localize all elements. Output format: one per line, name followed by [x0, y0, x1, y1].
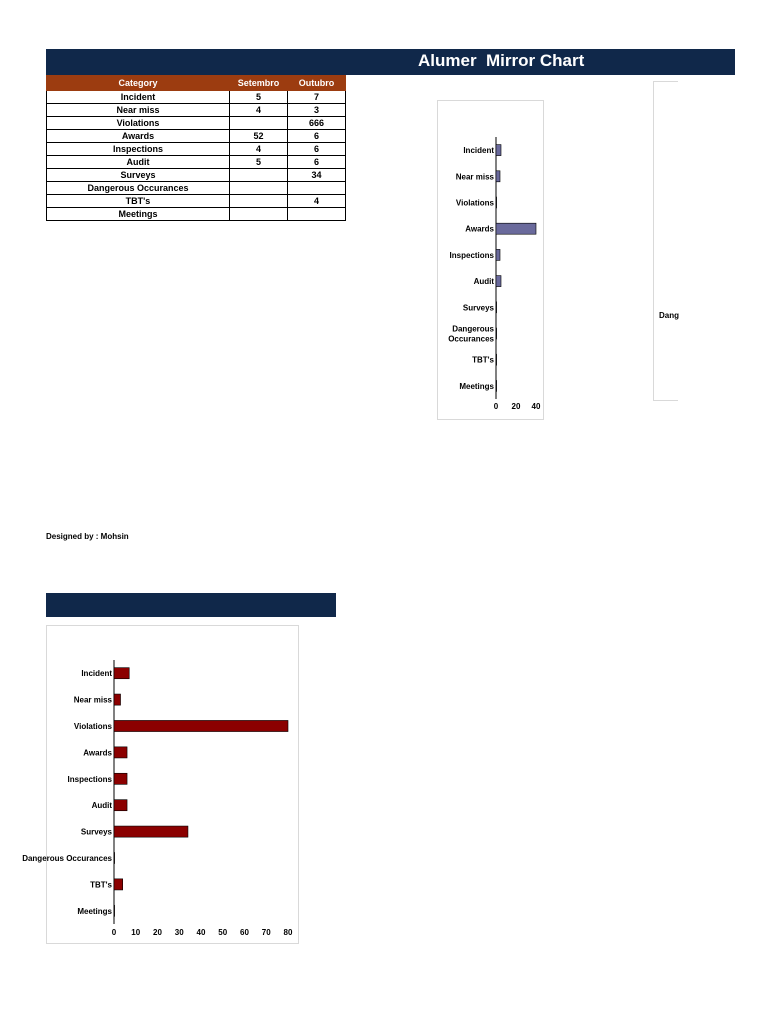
cell-setembro: 4 [230, 143, 288, 156]
bar-surveys [496, 302, 497, 313]
table-row [47, 91, 346, 104]
cell-category: Meetings [47, 208, 230, 221]
category-label: Near miss [455, 172, 494, 182]
bar-surveys [114, 826, 188, 837]
table-header-row [47, 76, 346, 91]
bar-inspections [114, 773, 127, 784]
x-tick-label: 20 [511, 402, 521, 411]
title-banner [46, 49, 735, 75]
table-row [47, 208, 346, 221]
category-label: Meetings [77, 906, 112, 916]
cell-outubro: 666 [288, 117, 346, 130]
x-tick-label: 20 [153, 928, 162, 937]
cell-category: Violations [47, 117, 230, 130]
table-row [47, 156, 346, 169]
cell-outubro: 3 [288, 104, 346, 117]
designer-credit: Designed by : Mohsin [46, 532, 129, 541]
partial-chart [653, 81, 678, 401]
category-label: Inspections [449, 250, 494, 260]
cell-setembro: 4 [230, 104, 288, 117]
category-label: Violations [455, 198, 494, 208]
cell-setembro: 5 [230, 91, 288, 104]
cell-setembro [230, 182, 288, 195]
setembro-chart [437, 100, 544, 420]
category-label: Awards [465, 224, 494, 234]
column-header-outubro: Outubro [288, 76, 346, 91]
table-row [47, 182, 346, 195]
outubro-chart [22, 625, 299, 944]
category-label: Surveys [80, 827, 112, 837]
category-label: Audit [473, 277, 494, 287]
cell-category: Inspections [47, 143, 230, 156]
x-tick-label: 0 [111, 928, 117, 937]
category-label: Near miss [73, 695, 112, 705]
x-tick-label: 10 [131, 928, 141, 937]
cell-outubro [288, 182, 346, 195]
cell-setembro: 5 [230, 156, 288, 169]
cell-category: TBT's [47, 195, 230, 208]
cell-setembro [230, 208, 288, 221]
category-label: TBT's [90, 880, 112, 890]
bar-incident [114, 668, 129, 679]
cell-setembro [230, 169, 288, 182]
category-label: Dangerous Occurances [448, 324, 494, 344]
bar-meetings [114, 905, 115, 916]
cell-category: Awards [47, 130, 230, 143]
table-row [47, 130, 346, 143]
column-header-setembro: Setembro [230, 76, 288, 91]
cell-setembro [230, 195, 288, 208]
cell-outubro: 6 [288, 130, 346, 143]
category-label: Dangerous Occurances [22, 854, 112, 863]
cell-category: Surveys [47, 169, 230, 182]
bottom-banner [46, 593, 336, 617]
category-label: Surveys [462, 303, 494, 313]
cell-setembro: 52 [230, 130, 288, 143]
x-tick-label: 30 [174, 928, 184, 937]
cell-outubro: 7 [288, 91, 346, 104]
category-label: TBT's [472, 355, 494, 365]
bar-audit [496, 276, 501, 287]
bar-tbt-s [496, 354, 497, 365]
bar-dangerous-occurances [496, 328, 497, 339]
bar-violations [114, 720, 288, 731]
category-label: Audit [91, 801, 112, 811]
table-row [47, 195, 346, 208]
cell-category: Audit [47, 156, 230, 169]
x-tick-label: 40 [196, 928, 206, 937]
x-tick-label: 70 [261, 928, 271, 937]
bar-inspections [496, 249, 500, 260]
data-table [46, 75, 346, 221]
x-tick-label: 0 [493, 402, 499, 411]
table-row [47, 117, 346, 130]
cell-outubro: 6 [288, 143, 346, 156]
bar-incident [496, 145, 501, 156]
bar-awards [496, 223, 536, 234]
x-tick-label: 50 [218, 928, 228, 937]
x-tick-label: 40 [531, 402, 541, 411]
bar-violations [496, 197, 497, 208]
cell-outubro: 34 [288, 169, 346, 182]
cell-category: Dangerous Occurances [47, 182, 230, 195]
cell-outubro [288, 208, 346, 221]
x-tick-label: 80 [283, 928, 293, 937]
setembro-chart-svg [438, 101, 543, 419]
cell-category: Near miss [47, 104, 230, 117]
category-label: Violations [73, 722, 112, 731]
bar-awards [114, 747, 127, 758]
table-row [47, 143, 346, 156]
column-header-category: Category [47, 76, 230, 91]
outubro-chart-svg [22, 626, 298, 943]
cell-outubro: 6 [288, 156, 346, 169]
cell-outubro: 4 [288, 195, 346, 208]
bar-tbt-s [114, 879, 123, 890]
table-row [47, 104, 346, 117]
bar-meetings [496, 380, 497, 391]
category-label: Awards [83, 748, 112, 758]
category-label: Inspections [67, 774, 112, 784]
bar-near-miss [114, 694, 121, 705]
bar-audit [114, 800, 127, 811]
page-title: Alumer Mirror Chart [418, 51, 585, 70]
category-label: Incident [81, 669, 112, 679]
category-label: Incident [463, 146, 494, 156]
bar-near-miss [496, 171, 500, 182]
bar-dangerous-occurances [114, 852, 115, 863]
cell-setembro [230, 117, 288, 130]
category-label: Meetings [459, 381, 494, 391]
partial-chart-category-label: Dang [659, 311, 679, 320]
table-row [47, 169, 346, 182]
cell-category: Incident [47, 91, 230, 104]
x-tick-label: 60 [240, 928, 249, 937]
